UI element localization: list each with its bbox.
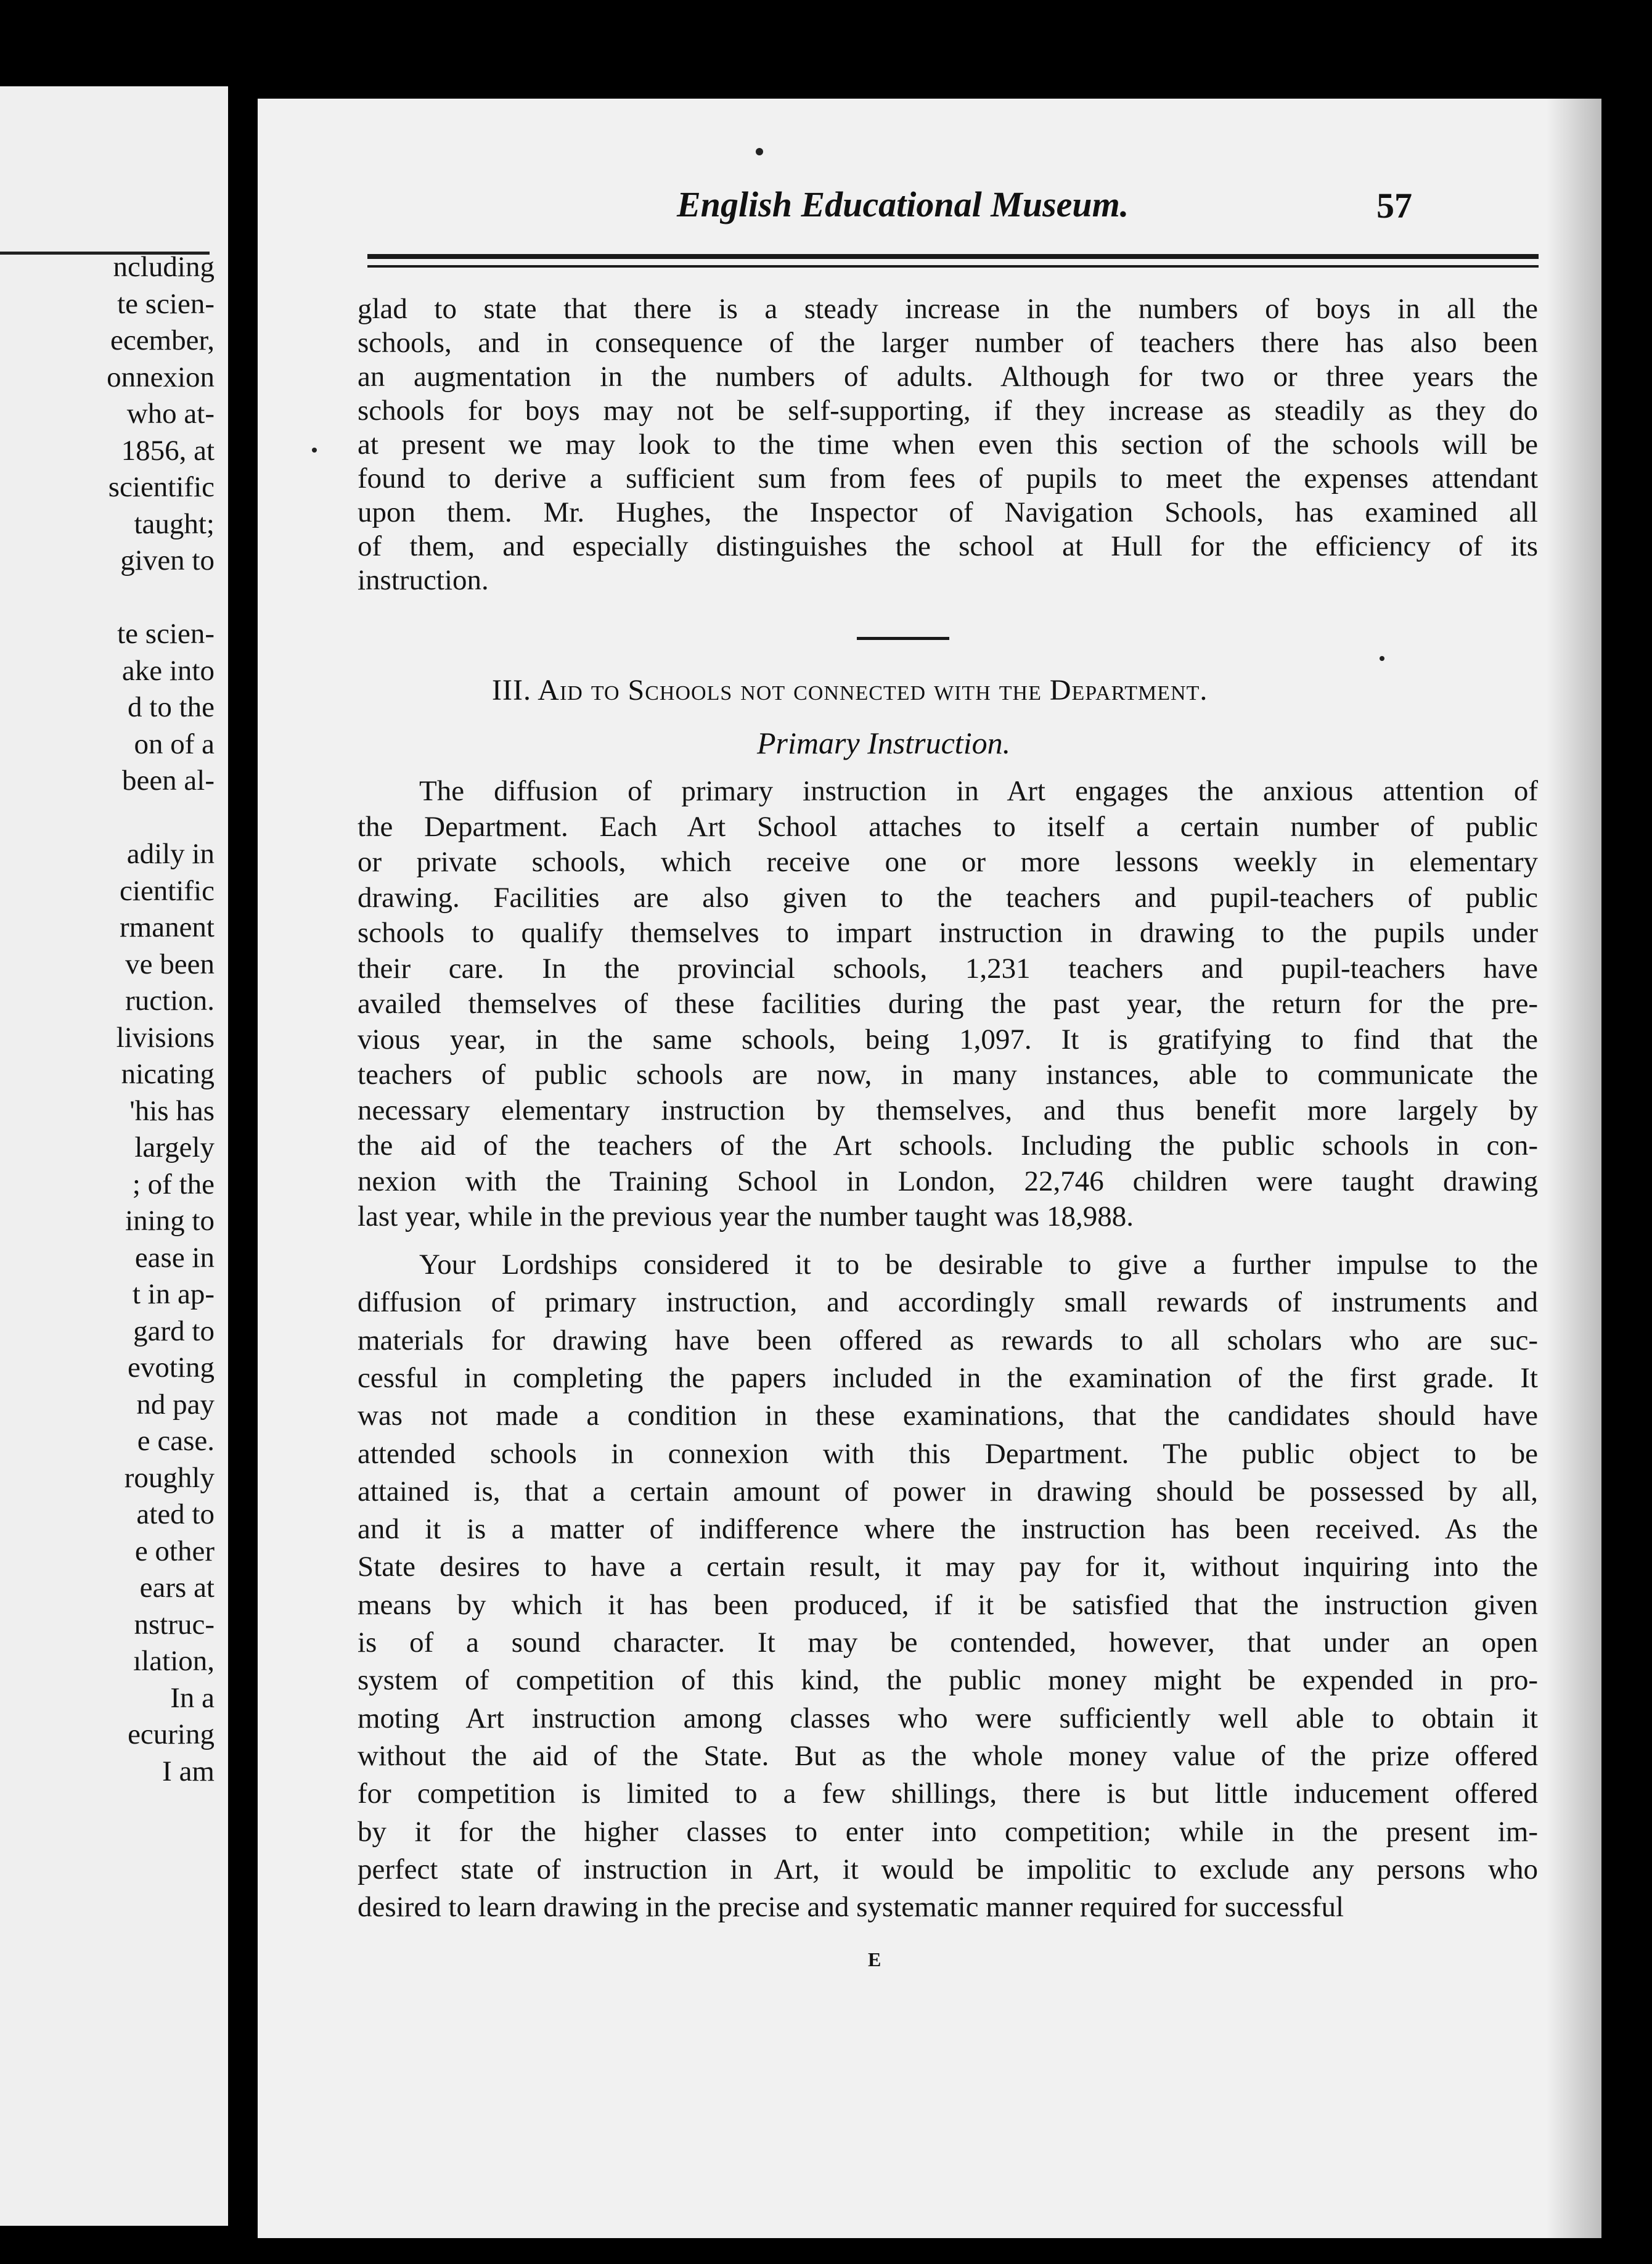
left-page-line: roughly [124, 1461, 215, 1494]
left-page-line: evoting [128, 1351, 215, 1384]
text-line: materials for drawing have been offered as rewards to all scholars who are suc- [358, 1324, 1538, 1356]
text-line: last year, while in the previous year the number taught was 18,988. [358, 1200, 1134, 1232]
header-dot [756, 148, 763, 155]
left-page-line: onnexion [107, 361, 215, 393]
subheading: Primary Instruction. [757, 726, 1011, 760]
text-line: or private schools, which receive one or more lessons weekly in elementary [358, 846, 1538, 878]
left-page-line: ease in [134, 1241, 215, 1274]
left-page-line: ; of the [132, 1168, 215, 1200]
right-page [258, 99, 1601, 2238]
left-page-line: adily in [126, 838, 215, 870]
left-page-line: nstruc- [134, 1608, 215, 1641]
text-line: system of competition of this kind, the public money might be expended in pro- [358, 1664, 1538, 1697]
text-line: schools for boys may not be self-supporting, if they increase as steadily as they do [358, 395, 1538, 427]
text-line: availed themselves of these facilities during the past year, the return for the pre- [358, 988, 1538, 1020]
left-page-line: t in ap- [132, 1278, 215, 1310]
left-page-line: nd pay [136, 1388, 215, 1421]
text-line: State desires to have a certain result, it may pay for it, without inquiring into the [358, 1551, 1538, 1583]
text-line: attained is, that a certain amount of power in drawing should be possessed by all, [358, 1475, 1538, 1507]
section-divider [857, 637, 949, 640]
left-page-line: ears at [139, 1572, 215, 1604]
left-page-line: ining to [125, 1205, 215, 1237]
text-line: attended schools in connexion with this Department. The public object to be [358, 1437, 1538, 1470]
text-line: and it is a matter of indifference where the instruction has been received. As the [358, 1513, 1538, 1546]
header-rule-thin [367, 265, 1539, 268]
text-line: the aid of the teachers of the Art schools. Including the public schools in con- [358, 1130, 1538, 1162]
text-line: teachers of public schools are now, in many instances, able to communicate the [358, 1059, 1538, 1091]
text-line: schools to qualify themselves to impart instruction in drawing to the pupils under [358, 917, 1538, 949]
text-line: nexion with the Training School in London, 22,746 children were taught drawing [358, 1165, 1538, 1197]
text-line: desired to learn drawing in the precise and systematic manner required for successful [358, 1891, 1344, 1924]
left-page-line: ake into [121, 654, 215, 687]
left-page-line: scientific [108, 471, 215, 503]
text-line: diffusion of primary instruction, and accordingly small rewards of instruments and [358, 1286, 1538, 1319]
text-line: of them, and especially distinguishes the school at Hull for the efficiency of its [358, 530, 1538, 562]
margin-mark [312, 448, 317, 453]
text-line: means by which it has been produced, if it be satisfied that the instruction given [358, 1588, 1538, 1621]
left-page-line: ecember, [110, 324, 215, 356]
left-page-line: e other [134, 1535, 215, 1567]
left-page-line: who at- [126, 398, 215, 430]
text-line: instruction. [358, 564, 489, 596]
text-line: at present we may look to the time when even this section of the schools will be [358, 429, 1538, 461]
text-line: cessful in completing the papers included in the examination of the first grade. It [358, 1361, 1538, 1394]
left-page-line: e case. [137, 1425, 215, 1457]
left-page-line: cientific [120, 874, 215, 907]
text-line: glad to state that there is a steady increase in the numbers of boys in all the [358, 293, 1538, 325]
left-page-line: been al- [121, 765, 215, 797]
text-line: an augmentation in the numbers of adults. Although for two or three years the [358, 361, 1538, 393]
left-page-line: ruction. [125, 985, 215, 1017]
header-rule [367, 254, 1539, 259]
text-line: perfect state of instruction in Art, it would be impolitic to exclude any persons who [358, 1853, 1538, 1885]
left-page-line: taught; [134, 507, 215, 540]
text-line: found to derive a sufficient sum from fees of pupils to meet the expenses attendant [358, 462, 1538, 494]
text-line: schools, and in consequence of the larger number of teachers there has also been [358, 327, 1538, 359]
left-page-line: ecuring [128, 1718, 215, 1750]
text-line: upon them. Mr. Hughes, the Inspector of Navigation Schools, has examined all [358, 496, 1538, 528]
left-page-line: 'his has [129, 1094, 215, 1127]
text-line: by it for the higher classes to enter into competition; while in the present im- [358, 1815, 1538, 1848]
left-page-line: te scien- [117, 618, 215, 650]
text-line: Your Lordships considered it to be desirable to give a further impulse to the [419, 1249, 1538, 1281]
left-page-line: In a [170, 1681, 215, 1714]
text-line: is of a sound character. It may be contended, however, that under an open [358, 1626, 1538, 1659]
left-page-line: rmanent [120, 911, 215, 943]
page-number: 57 [1376, 186, 1412, 226]
left-page-line: on of a [134, 728, 215, 760]
text-line: their care. In the provincial schools, 1,231 teachers and pupil-teachers have [358, 952, 1538, 985]
text-line: without the aid of the State. But as the whole money value of the prize offered [358, 1739, 1538, 1772]
left-page-line: ılation, [133, 1645, 215, 1677]
text-line: was not made a condition in these examinations, that the candidates should have [358, 1400, 1538, 1432]
left-page-line: I am [162, 1755, 215, 1787]
section-heading: III. Aid to Schools not connected with the Department. [492, 674, 1208, 707]
left-page-line: ated to [136, 1498, 215, 1530]
left-page-fragment [0, 86, 228, 2226]
text-line: drawing. Facilities are also given to the teachers and pupil-teachers of public [358, 881, 1538, 914]
running-head: English Educational Museum. [677, 184, 1129, 224]
margin-mark [1380, 656, 1384, 661]
text-line: vious year, in the same schools, being 1,097. It is gratifying to find that the [358, 1023, 1538, 1056]
left-page-line: largely [134, 1131, 215, 1163]
left-page-line: ve been [125, 948, 215, 980]
text-line: moting Art instruction among classes who were sufficiently well able to obtain it [358, 1702, 1538, 1734]
text-line: necessary elementary instruction by themselves, and thus benefit more largely by [358, 1094, 1538, 1126]
signature-mark: E [868, 1948, 881, 1971]
text-line: The diffusion of primary instruction in Art engages the anxious attention of [419, 775, 1538, 807]
left-page-line: te scien- [117, 287, 215, 320]
text-line: the Department. Each Art School attaches to itself a certain number of public [358, 810, 1538, 843]
left-page-line: livisions [116, 1021, 215, 1054]
left-page-line: 1856, at [121, 434, 215, 467]
text-line: for competition is limited to a few shillings, there is but little inducement offered [358, 1778, 1538, 1810]
left-page-line: nicating [121, 1058, 215, 1090]
left-page-line: given to [120, 544, 215, 576]
left-page-line: ncluding [113, 251, 215, 283]
left-page-line: d to the [128, 691, 215, 723]
left-page-line: gard to [133, 1315, 215, 1347]
